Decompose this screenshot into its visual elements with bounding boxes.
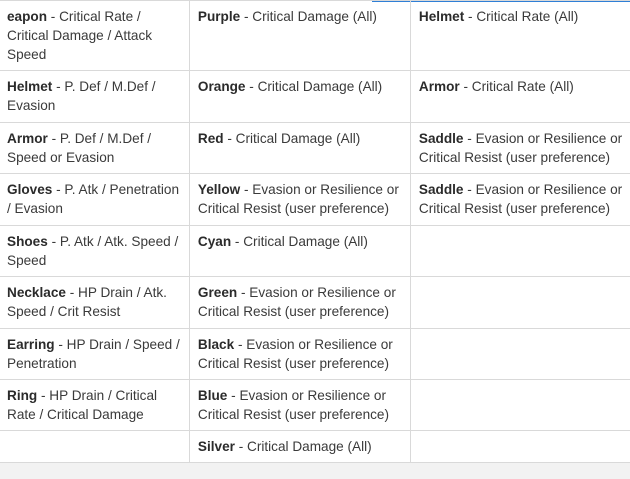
item-desc: - Evasion or Resilience or Critical Resist (user preference) [197, 285, 396, 319]
table-cell [410, 380, 630, 431]
table-cell [0, 329, 189, 380]
item-name: Green [197, 285, 238, 300]
table-cell [410, 277, 630, 329]
item-desc: - Evasion or Resilience or Critical Resist (user preference) [197, 337, 393, 371]
item-desc: - Critical Rate / Critical Damage / Attack Speed [7, 9, 153, 62]
item-desc: - P. Def / M.Def / Speed or Evasion [7, 131, 152, 165]
table-cell [410, 226, 630, 277]
item-desc: - Evasion or Resilience or Critical Resist (user preference) [418, 131, 623, 165]
table-row [0, 1, 630, 71]
table-cell [189, 329, 410, 380]
item-name: Blue [197, 388, 228, 403]
table-cell [189, 226, 410, 277]
table-row [0, 123, 630, 174]
table-row [0, 380, 630, 431]
table-cell [0, 123, 189, 174]
item-desc: - Critical Rate (All) [459, 79, 574, 94]
item-desc: - Critical Rate (All) [464, 9, 579, 24]
table-cell [410, 123, 630, 174]
table-row [0, 431, 630, 463]
item-desc: - HP Drain / Atk. Speed / Crit Resist [7, 285, 167, 319]
item-name: Purple [197, 9, 241, 24]
table-cell [189, 277, 410, 329]
item-desc: - HP Drain / Critical Rate / Critical Damage [7, 388, 158, 422]
item-desc: - Critical Damage (All) [223, 131, 361, 146]
item-name: Shoes [7, 234, 48, 249]
item-name: Black [197, 337, 235, 352]
item-name: Armor [7, 131, 48, 146]
page-bottom-strip [0, 463, 630, 479]
item-name: Earring [7, 337, 55, 352]
table-cell [0, 277, 189, 329]
table-cell [0, 431, 189, 463]
item-name: Helmet [7, 79, 53, 94]
table-cell [0, 380, 189, 431]
item-desc: - Evasion or Resilience or Critical Resist (user preference) [418, 182, 623, 216]
table-cell [189, 123, 410, 174]
table-cell [0, 226, 189, 277]
item-name: Saddle [418, 182, 464, 197]
item-desc: - Critical Damage (All) [234, 439, 372, 454]
table-row [0, 226, 630, 277]
table-cell [410, 71, 630, 123]
table-cell [189, 380, 410, 431]
table-cell [0, 71, 189, 123]
table-row [0, 174, 630, 226]
item-name: Saddle [418, 131, 464, 146]
item-name: Silver [197, 439, 235, 454]
table-cell [189, 174, 410, 226]
item-desc: - Critical Damage (All) [240, 9, 377, 24]
table-row [0, 329, 630, 380]
table-cell [0, 174, 189, 226]
table-cell [0, 1, 189, 71]
item-name: Ring [7, 388, 38, 403]
table-row [0, 71, 630, 123]
table-cell [410, 1, 630, 71]
item-desc: - Evasion or Resilience or Critical Resist (user preference) [197, 182, 399, 216]
table-row [0, 277, 630, 329]
table-cell [189, 1, 410, 71]
item-desc: - P. Atk / Atk. Speed / Speed [7, 234, 179, 268]
table-cell [410, 329, 630, 380]
item-name: Cyan [197, 234, 232, 249]
table-cell [410, 174, 630, 226]
item-desc: - Evasion or Resilience or Critical Resist (user preference) [197, 388, 390, 422]
item-desc: - P. Atk / Penetration / Evasion [7, 182, 180, 216]
table-cell [410, 431, 630, 463]
item-name: Gloves [7, 182, 53, 197]
item-desc: - HP Drain / Speed / Penetration [7, 337, 180, 371]
item-name: Orange [197, 79, 246, 94]
item-name: Necklace [7, 285, 66, 300]
table-cell [189, 71, 410, 123]
table-body [0, 1, 630, 463]
item-name: Armor [418, 79, 460, 94]
item-desc: - Critical Damage (All) [245, 79, 383, 94]
item-name: Yellow [197, 182, 241, 197]
item-name: eapon [7, 9, 48, 24]
item-name: Red [197, 131, 224, 146]
table-cell [189, 431, 410, 463]
item-name: Helmet [418, 9, 465, 24]
item-desc: - Critical Damage (All) [231, 234, 368, 249]
item-desc: - P. Def / M.Def / Evasion [7, 79, 156, 113]
